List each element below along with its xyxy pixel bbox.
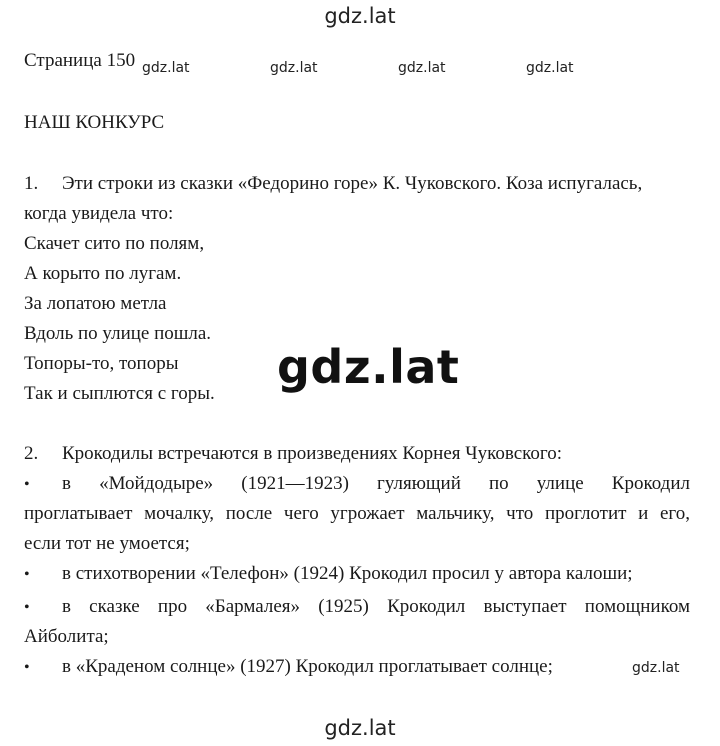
watermark-center: gdz.lat (277, 340, 460, 394)
bullet3-line1: в сказке про «Бармалея» (1925) Крокодил выступает помощником (62, 596, 690, 617)
item1-first-line (24, 173, 642, 195)
bullet1-line3: если тот не умоется; (24, 533, 190, 554)
poem-line: За лопатою метла (24, 293, 167, 314)
watermark-top: gdz.lat (324, 4, 396, 28)
section-heading: НАШ КОНКУРС (24, 112, 165, 133)
watermark-header-2: gdz.lat (270, 60, 318, 76)
bullet2-text: в стихотворении «Телефон» (1924) Крокодил просил у автора калоши; (62, 563, 633, 584)
bullet-icon: • (24, 599, 30, 616)
item1-second-line: когда увидела что: (24, 203, 174, 224)
poem-line: Топоры-то, топоры (24, 353, 179, 374)
page-label: Страница 150 (24, 50, 136, 71)
bullet4-text: в «Краденом солнце» (1927) Крокодил проглатывает солнце; (62, 656, 553, 677)
bullet1-line2: проглатывает мочалку, после чего угрожает мальчику, что проглотит и его, (24, 503, 690, 524)
watermark-header-4: gdz.lat (526, 60, 574, 76)
poem-line: Вдоль по улице пошла. (24, 323, 212, 344)
watermark-header-1: gdz.lat (142, 60, 190, 76)
watermark-header-3: gdz.lat (398, 60, 446, 76)
bullet3-line2: Айболита; (24, 626, 109, 647)
watermark-bottom: gdz.lat (324, 716, 396, 740)
bullet-icon: • (24, 659, 30, 676)
item2-intro-line (24, 443, 562, 465)
bullet-icon: • (24, 566, 30, 583)
poem-line: Скачет сито по полям, (24, 233, 205, 254)
poem-line: Так и сыплются с горы. (24, 383, 215, 404)
item2-number: 2. (24, 443, 39, 464)
item2-intro-text: Крокодилы встречаются в произведениях Корнея Чуковского: (62, 443, 563, 464)
poem-line: А корыто по лугам. (24, 263, 182, 284)
item1-first-line-text: Эти строки из сказки «Федорино горе» К. Чуковского. Коза испугалась, (62, 173, 643, 194)
bullet-icon: • (24, 476, 30, 493)
watermark-right-inline: gdz.lat (632, 660, 680, 676)
bullet1-line1: в «Мойдодыре» (1921—1923) гуляющий по улице Крокодил (62, 473, 690, 494)
item1-number: 1. (24, 173, 39, 194)
